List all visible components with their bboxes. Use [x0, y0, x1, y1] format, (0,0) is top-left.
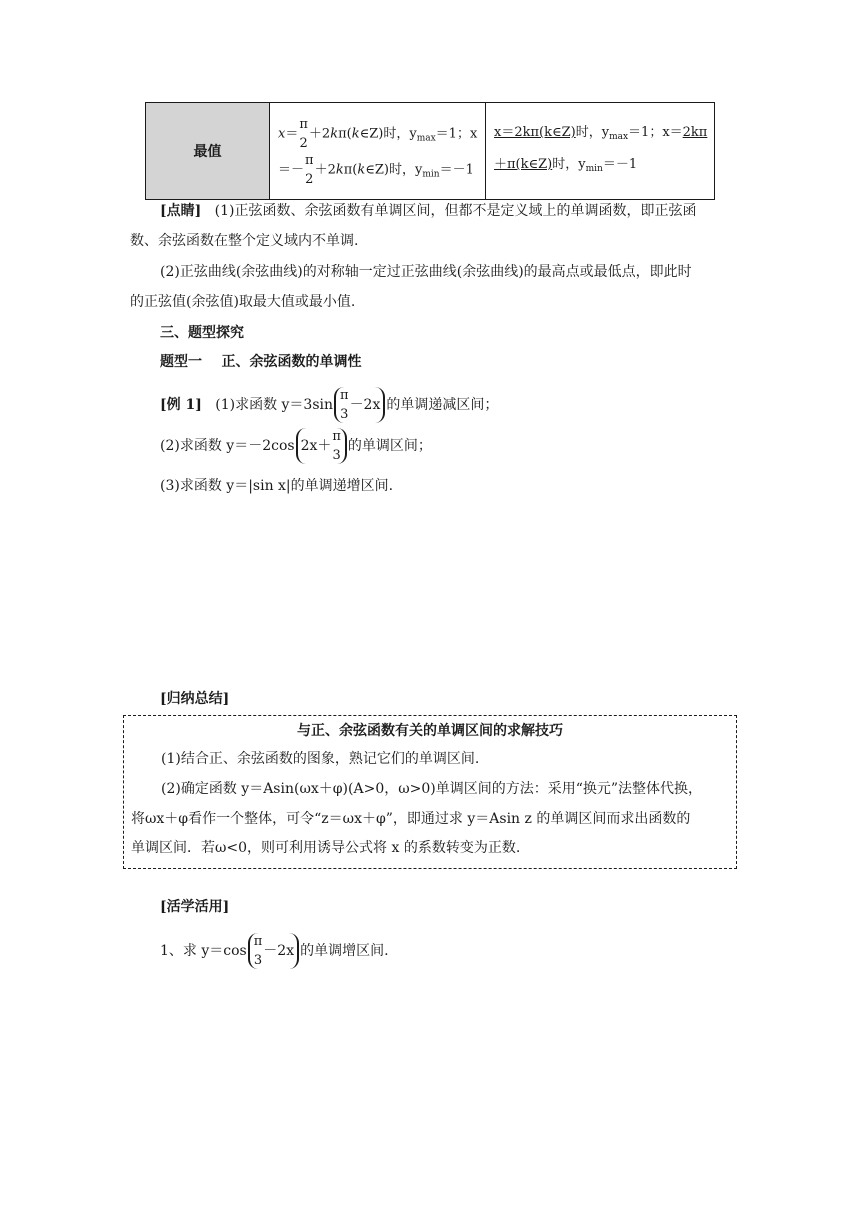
note-line-4: 的正弦值(余弦值)取最大值或最小值.	[130, 294, 356, 310]
note-line-1: [点睛] (1)正弦函数、余弦函数有单调区间，但都不是定义域上的单调函数，即正弦函	[160, 203, 697, 219]
summary-box	[123, 715, 737, 869]
fraction-pi-over-2-neg: π 2	[305, 153, 314, 187]
example-q2: (2)求函数 y＝－2cos 2x＋ π 3 的单调区间；	[160, 429, 432, 463]
note-line-2: 数、余弦函数在整个定义域内不单调.	[130, 233, 359, 249]
paren-group: π 3 －2x	[248, 933, 299, 969]
summary-line-1: (1)结合正、余弦函数的图象，熟记它们的单调区间.	[161, 751, 480, 767]
section-title: 三、题型探究	[160, 325, 244, 341]
paren-group: π 3 －2x	[334, 387, 385, 423]
summary-line-2: (2)确定函数 y＝Asin(ωx＋φ)(A>0，ω>0)单调区间的方法：采用“换元”法整体代换，	[161, 781, 703, 797]
example-q1: [例 1] (1)求函数 y＝3sin π 3 －2x 的单调递减区间；	[160, 388, 499, 422]
practice-question: 1、求 y＝cos π 3 －2x 的单调增区间.	[160, 934, 389, 968]
type-heading: 题型一 正、余弦函数的单调性	[160, 354, 362, 370]
max-min-table	[145, 102, 715, 200]
table-header-cell: 最值	[146, 103, 270, 200]
summary-tag: [归纳总结]	[160, 691, 230, 707]
summary-line-3: 将ωx＋φ看作一个整体，可令“z＝ωx＋φ”，即通过求 y＝Asin z 的单调区间而求出函数的	[131, 811, 691, 827]
practice-tag: [活学活用]	[160, 899, 230, 915]
summary-title: 与正、余弦函数有关的单调区间的求解技巧	[297, 723, 563, 739]
paren-group: 2x＋ π 3	[296, 428, 347, 464]
fraction-pi-over-2: π 2	[299, 116, 308, 151]
summary-line-4: 单调区间．若ω<0，则可利用诱导公式将 x 的系数转变为正数.	[131, 840, 521, 856]
example-q3: (3)求函数 y＝|sin x|的单调递增区间.	[160, 478, 394, 494]
sin-extrema-cell: x＝ π 2 ＋2kπ(k∈Z)时，$y_{max}=1$；x ＝－ π 2 ＋2kπ(k∈Z)时，$y_{min}=-1$	[270, 103, 486, 200]
note-line-3: (2)正弦曲线(余弦曲线)的对称轴一定过正弦曲线(余弦曲线)的最高点或最低点，即此时	[160, 264, 692, 280]
cos-extrema-cell: x＝2kπ(k∈Z)时，$y_{max}=1$；x＝2kπ ＋π(k∈Z)时，$y_{min}=-1$	[486, 103, 715, 200]
